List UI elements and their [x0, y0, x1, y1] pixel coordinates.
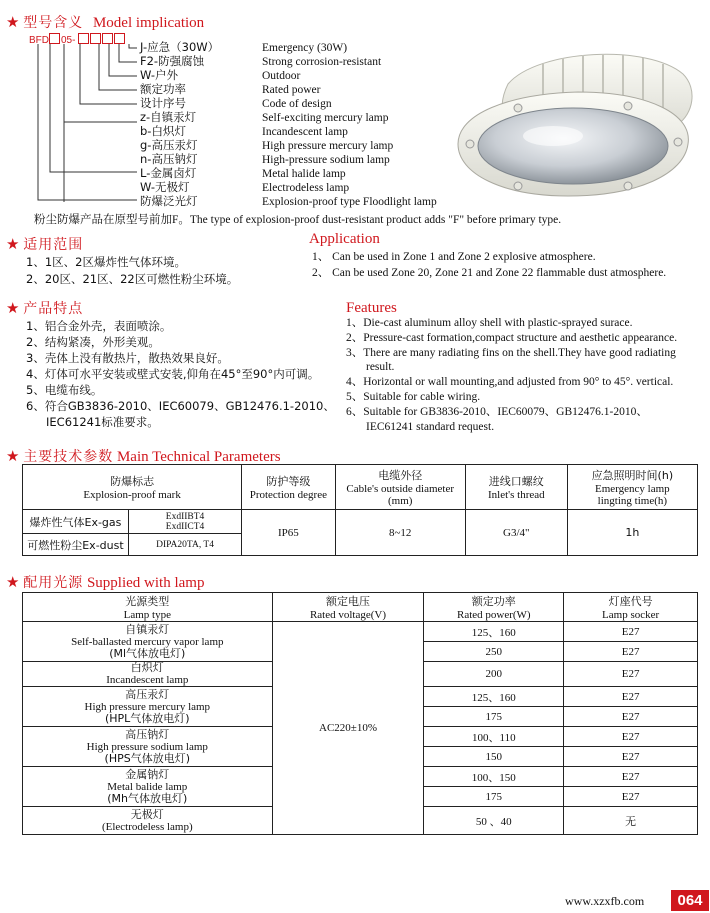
model-cn-item: b-白炽灯 — [140, 124, 186, 138]
socket-cell: 无 — [564, 807, 698, 835]
application-en-list — [312, 249, 666, 281]
socket-cell: E27 — [564, 707, 698, 727]
features-cn-item: 6、符合GB3836-2010、IEC60079、GB12476.1-2010、 — [26, 399, 335, 413]
protection-value: IP65 — [242, 510, 335, 556]
header-en: Rated power(W) — [456, 609, 531, 621]
lamp-type-line: (Mh气体放电灯) — [107, 791, 188, 805]
application-cn-list — [26, 254, 238, 288]
header-en: Cable's outside diameter (mm) — [346, 483, 455, 507]
features-en-item: 6、Suitable for GB3836-2010、IEC60079、GB12476.1-2010、 — [346, 405, 648, 418]
power-cell: 125、160 — [424, 687, 564, 707]
tech-header-cell — [242, 465, 335, 510]
header-en: Explosion-proof mark — [83, 489, 181, 501]
lamp-type-line: Metal balide lamp — [107, 780, 188, 793]
gas-label: 爆炸性气体Ex-gas — [23, 510, 129, 534]
header-cn: 防爆标志 — [110, 475, 155, 488]
tech-table — [22, 464, 698, 556]
star-icon: ★ — [6, 301, 20, 317]
model-bracket-diagram — [28, 42, 138, 207]
lamp-type-line: (Electrodeless lamp) — [101, 820, 193, 833]
lamp-header-row — [23, 593, 698, 622]
model-en-item: Rated power — [262, 84, 321, 96]
cable-value: 8~12 — [335, 510, 465, 556]
header-en: Protection degree — [249, 489, 327, 501]
features-cn-item: 4、灯体可水平安装或壁式安装,仰角在45°至90°内可调。 — [26, 367, 320, 381]
lamp-type-line: (HPS气体放电灯) — [104, 751, 191, 765]
model-cn-item: W-户外 — [140, 68, 179, 82]
header-en: Lamp socker — [602, 609, 660, 621]
features-cn-item: 3、壳体上没有散热片，散热效果良好。 — [26, 351, 229, 365]
socket-cell: E27 — [564, 727, 698, 747]
lamp-table — [22, 592, 698, 835]
lamp-type-line: 高压钠灯 — [125, 727, 170, 741]
power-cell: 175 — [424, 707, 564, 727]
code-prefix: BFD — [29, 35, 49, 46]
lamp-heading-en: Supplied with lamp — [86, 575, 205, 591]
power-cell: 150 — [424, 747, 564, 767]
socket-cell: E27 — [564, 767, 698, 787]
model-cn-item: F2-防强腐蚀 — [140, 54, 205, 68]
power-cell: 200 — [424, 662, 564, 687]
header-cn: 额定电压 — [325, 595, 370, 608]
tech-heading-cn: 主要技术参数 — [23, 449, 114, 465]
lamp-header-cell — [272, 593, 424, 622]
socket-cell: E27 — [564, 622, 698, 642]
features-cn-list — [26, 318, 335, 430]
header-cn: 光源类型 — [125, 595, 170, 608]
footer-url: www.xzxfb.com — [565, 894, 645, 908]
model-cn-item: W-无极灯 — [140, 180, 190, 194]
header-cn: 应急照明时间(h) — [591, 469, 674, 482]
features-en-item: 3、There are many radiating fins on the shell.They have good radiating — [346, 346, 676, 359]
header-en: Lamp type — [123, 609, 171, 621]
header-cn: 进线口螺纹 — [488, 475, 544, 488]
features-heading-cn-block — [6, 298, 83, 318]
lamp-type-cell — [23, 767, 273, 807]
socket-cell: E27 — [564, 787, 698, 807]
tech-header-cell — [23, 465, 242, 510]
features-en-item: IEC61241 standard request. — [366, 420, 495, 433]
lamp-heading — [6, 572, 204, 592]
dust-mark: DIPA20TA, T4 — [128, 534, 241, 556]
features-cn-item: 2、结构紧凑，外形美观。 — [26, 335, 160, 349]
application-heading-cn: 适用范围 — [23, 237, 84, 253]
power-cell: 250 — [424, 642, 564, 662]
dust-label: 可燃性粉尘Ex-dust — [23, 534, 129, 556]
power-cell: 175 — [424, 787, 564, 807]
header-cn: 灯座代号 — [608, 595, 653, 608]
tech-heading — [6, 446, 281, 466]
model-en-item: High pressure mercury lamp — [262, 140, 394, 152]
tech-header-row — [23, 465, 698, 510]
socket-cell: E27 — [564, 747, 698, 767]
lamp-type-line: Self-ballasted mercury vapor lamp — [71, 635, 224, 648]
header-cn: 防护等级 — [266, 475, 311, 488]
features-en-item: 2、Pressure-cast formation,compact structure and aesthetic appearance. — [346, 331, 678, 344]
gas-mark: ExdIICT4 — [165, 521, 205, 532]
lamp-header-cell — [564, 593, 698, 622]
model-en-item: Incandescent lamp — [262, 126, 348, 138]
lamp-header-cell — [424, 593, 564, 622]
lamp-type-line: High pressure sodium lamp — [86, 740, 208, 753]
star-icon: ★ — [6, 237, 20, 253]
model-cn-item: z-自镇汞灯 — [140, 110, 197, 124]
header-cn: 额定功率 — [471, 595, 516, 608]
socket-cell: E27 — [564, 687, 698, 707]
socket-cell: E27 — [564, 662, 698, 687]
model-en-list — [262, 41, 437, 209]
lamp-type-line: Incandescent lamp — [106, 674, 189, 686]
features-en-item: 4、Horizontal or wall mounting,and adjusted from 90° to 45°. vertical. — [346, 376, 674, 389]
model-en-item: Explosion-proof type Floodlight lamp — [262, 196, 437, 208]
lamp-type-line: 高压汞灯 — [125, 687, 170, 701]
model-en-item: High-pressure sodium lamp — [262, 154, 390, 166]
star-icon: ★ — [6, 15, 20, 31]
application-en-item: 2、 Can be used Zone 20, Zone 21 and Zone 22 flammable dust atmosphere. — [312, 267, 667, 279]
model-heading-cn: 型号含义 — [23, 15, 84, 31]
features-en-list — [346, 316, 677, 434]
features-heading-cn: 产品特点 — [23, 301, 84, 317]
star-icon: ★ — [6, 449, 20, 465]
model-cn-item: 防爆泛光灯 — [140, 194, 198, 208]
application-cn-item: 1、1区、2区爆炸性气体环境。 — [26, 255, 186, 269]
model-heading — [6, 12, 204, 32]
tech-header-cell — [465, 465, 567, 510]
model-cn-item: g-高压汞灯 — [140, 138, 198, 152]
application-heading-en: Application — [309, 231, 380, 247]
gas-mark: ExdIIBT4 — [165, 511, 205, 522]
model-cn-item: L-金属卤灯 — [140, 166, 197, 180]
table-row — [23, 622, 698, 642]
lamp-type-line: High pressure mercury lamp — [84, 700, 211, 713]
model-en-item: Code of design — [262, 98, 332, 110]
code-mid: 05- — [61, 35, 76, 46]
model-cn-list — [140, 40, 219, 208]
lamp-type-line: (Ml气体放电灯) — [109, 646, 186, 660]
features-en-item: 5、Suitable for cable wiring. — [346, 390, 481, 403]
page-number: 064 — [671, 890, 709, 911]
model-note: 粉尘防爆产品在原型号前加F。The type of explosion-proof dust-resistant product adds "F" before primary type. — [34, 214, 562, 226]
lamp-header-cell — [23, 593, 273, 622]
features-heading-en: Features — [346, 300, 397, 316]
features-en-item: result. — [366, 361, 395, 374]
lamp-type-line: 自镇汞灯 — [125, 622, 170, 636]
features-en-item: 1、Die-cast aluminum alloy shell with plastic-sprayed surace. — [346, 317, 633, 329]
tech-header-cell — [567, 465, 697, 510]
model-en-item: Metal halide lamp — [262, 168, 346, 180]
model-cn-item: J-应急（30W） — [140, 40, 220, 54]
tech-header-cell — [335, 465, 465, 510]
power-cell: 100、150 — [424, 767, 564, 787]
product-image — [448, 44, 706, 204]
lamp-type-line: 金属钠灯 — [125, 767, 170, 781]
gas-marks — [128, 510, 241, 534]
model-en-item: Emergency (30W) — [262, 42, 348, 54]
model-en-item: Self-exciting mercury lamp — [262, 112, 389, 124]
tech-row-gas — [23, 510, 698, 534]
model-en-item: Electrodeless lamp — [262, 182, 350, 194]
lamp-type-cell — [23, 687, 273, 727]
lamp-type-line: (HPL气体放电灯) — [104, 711, 190, 725]
time-value: 1h — [567, 510, 697, 556]
lamp-type-cell — [23, 807, 273, 835]
power-cell: 100、110 — [424, 727, 564, 747]
features-cn-item: IEC61241标准要求。 — [46, 415, 159, 429]
model-cn-item: 额定功率 — [140, 82, 186, 96]
header-cn: 电缆外径 — [378, 469, 423, 482]
tech-heading-en: Main Technical Parameters — [116, 449, 281, 465]
lamp-type-line: 无极灯 — [130, 807, 164, 821]
header-en: Emergency lamp lingting time(h) — [595, 483, 670, 507]
features-cn-item: 5、电缆布线。 — [26, 383, 103, 397]
header-en: Inlet's thread — [487, 489, 545, 501]
model-cn-item: n-高压钠灯 — [140, 152, 198, 166]
socket-cell: E27 — [564, 642, 698, 662]
application-cn-item: 2、20区、21区、22区可燃性粉尘环境。 — [26, 272, 239, 286]
application-en-item: 1、 Can be used in Zone 1 and Zone 2 explosive atmosphere. — [312, 251, 596, 263]
lamp-type-cell — [23, 622, 273, 662]
power-cell: 50 、40 — [424, 807, 564, 835]
model-en-item: Strong corrosion-resistant — [262, 56, 382, 68]
model-en-item: Outdoor — [262, 70, 301, 82]
power-cell: 125、160 — [424, 622, 564, 642]
lamp-type-line: 白炽灯 — [130, 661, 164, 674]
application-heading-cn-block — [6, 234, 83, 254]
header-en: Rated voltage(V) — [309, 609, 387, 621]
model-heading-en: Model implication — [92, 15, 205, 31]
lamp-type-cell — [23, 727, 273, 767]
thread-value: G3/4" — [465, 510, 567, 556]
model-cn-item: 设计序号 — [140, 96, 186, 110]
lamp-type-cell — [23, 662, 273, 687]
features-cn-item: 1、铝合金外壳，表面喷涂。 — [26, 319, 172, 333]
star-icon: ★ — [6, 575, 20, 591]
voltage-cell: AC220±10% — [272, 622, 424, 835]
lamp-heading-cn: 配用光源 — [23, 575, 84, 591]
